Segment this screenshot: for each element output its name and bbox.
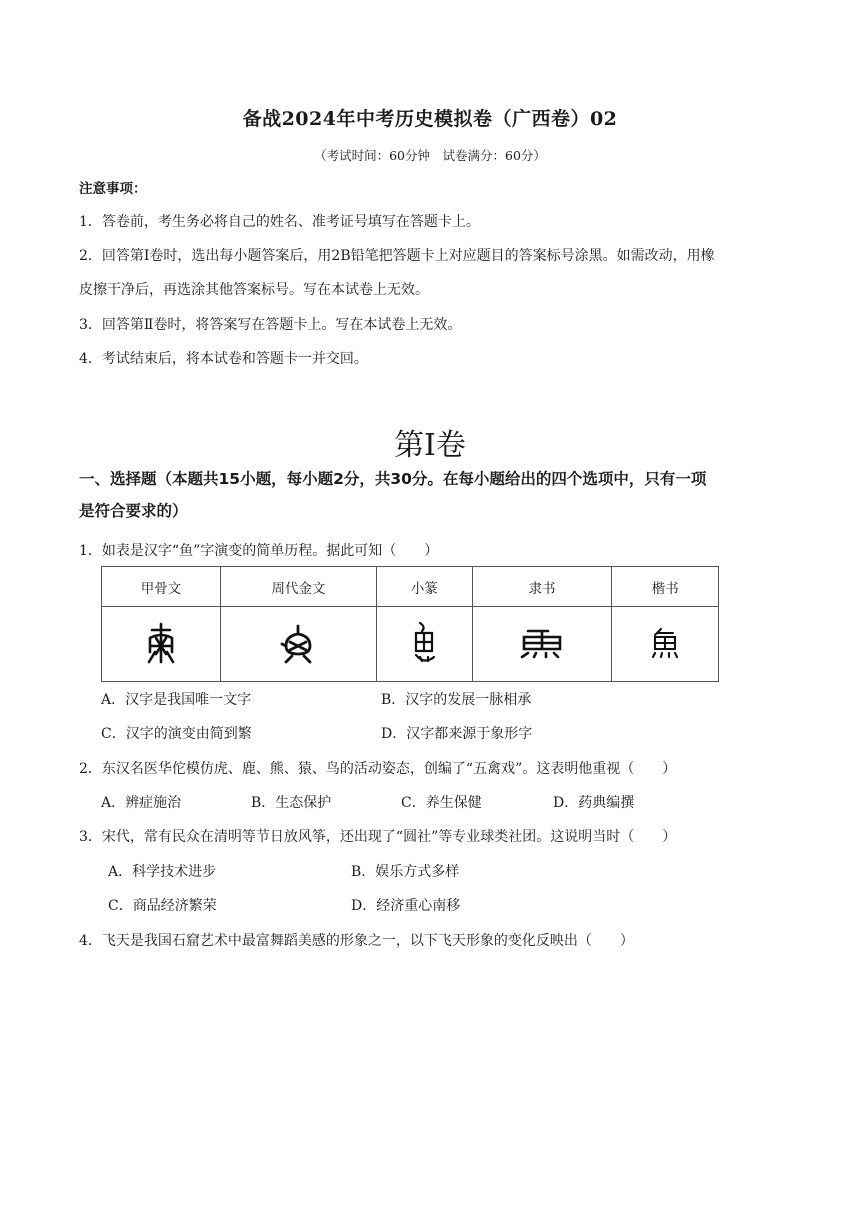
clerical-fish-glyph [472,607,612,682]
notice-item-4: 4．考试结束后，将本试卷和答题卡一并交回。 [79,351,368,367]
q3-option-b: B．娱乐方式多样 [351,864,460,880]
notice-heading: 注意事项： [79,181,147,197]
notice-item-1: 1．答卷前，考生务必将自己的姓名、准考证号填写在答题卡上。 [79,214,480,230]
q2-option-d: D．药典编撰 [553,795,635,811]
question-4-stem: 4．飞天是我国石窟艺术中最富舞蹈美感的形象之一，以下飞天形象的变化反映出（ ） [79,933,634,949]
fish-evolution-table [101,566,719,682]
section-title: 第Ⅰ卷 [394,428,466,463]
table-header-oracle: 甲骨文 [102,567,221,607]
q3-option-c: C．商品经济繁荣 [108,898,217,914]
bronze-fish-glyph [221,607,377,682]
q2-option-a: A．辨症施治 [101,795,182,811]
notice-item-3: 3．回答第Ⅱ卷时，将答案写在答题卡上。写在本试卷上无效。 [79,317,462,333]
q1-option-a: A．汉字是我国唯一文字 [101,692,252,708]
exam-title: 备战2024年中考历史模拟卷（广西卷）02 [242,108,618,130]
q1-option-b: B．汉字的发展一脉相承 [381,692,532,708]
question-1-stem: 1．如表是汉字“鱼”字演变的简单历程。据此可知（ ） [79,543,439,559]
section-instruction-1: 一、选择题（本题共15小题，每小题2分，共30分。在每小题给出的四个选项中，只有一项 [79,470,707,488]
q3-option-d: D．经济重心南移 [351,898,461,914]
small-seal-fish-glyph [376,607,472,682]
question-3-stem: 3．宋代，常有民众在清明等节日放风筝，还出现了“圆社”等专业球类社团。这说明当时（ ） [79,829,677,845]
q1-option-d: D．汉字都来源于象形字 [381,726,533,742]
table-header-regular: 楷书 [612,567,719,607]
q2-option-c: C．养生保健 [401,795,482,811]
notice-item-2-cont: 皮擦干净后，再选涂其他答案标号。写在本试卷上无效。 [79,282,429,298]
q3-option-a: A．科学技术进步 [108,864,217,880]
table-header-clerical: 隶书 [472,567,612,607]
exam-subtitle: （考试时间：60分钟 试卷满分：60分） [314,148,546,163]
question-2-stem: 2．东汉名医华佗模仿虎、鹿、熊、猿、鸟的活动姿态，创编了“五禽戏”。这表明他重视（ ） [79,761,677,777]
regular-fish-glyph [612,607,719,682]
oracle-fish-glyph [102,607,221,682]
table-header-small-seal: 小篆 [376,567,472,607]
q1-option-c: C．汉字的演变由简到繁 [101,726,252,742]
table-header-bronze: 周代金文 [221,567,377,607]
notice-item-2: 2．回答第Ⅰ卷时，选出每小题答案后，用2B铅笔把答题卡上对应题目的答案标号涂黑。如需改动，用橡 [79,248,715,264]
q2-option-b: B．生态保护 [251,795,332,811]
section-instruction-2: 是符合要求的） [79,502,188,520]
